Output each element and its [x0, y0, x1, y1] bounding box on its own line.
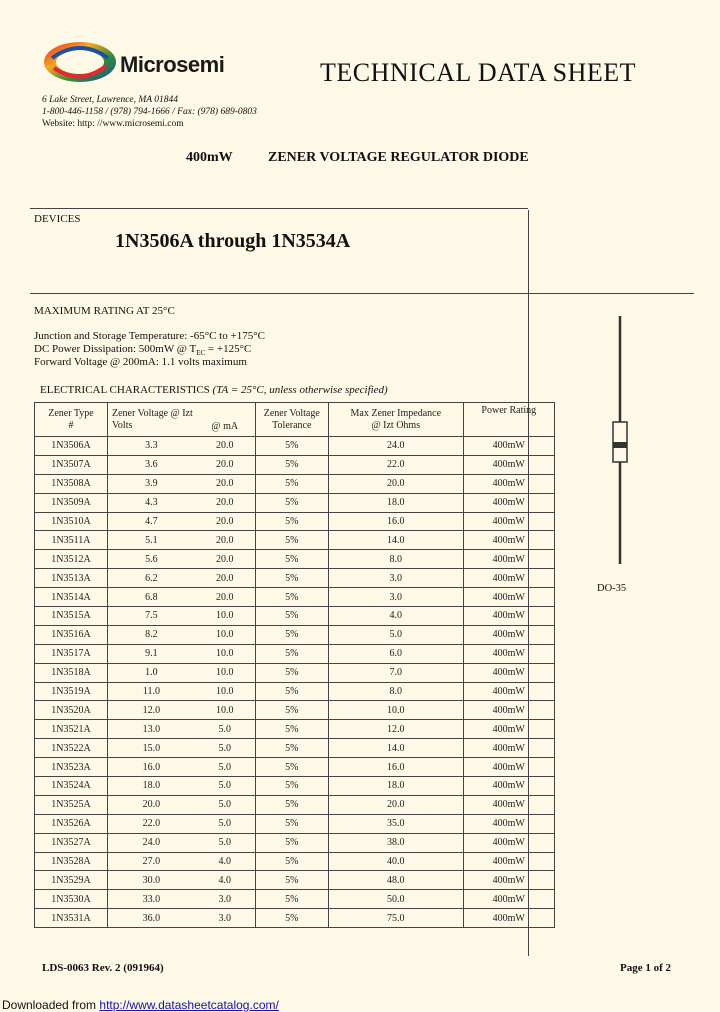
cell-volts: 22.0 [108, 814, 195, 833]
cell-power: 400mW [463, 720, 554, 739]
cell-tolerance: 5% [255, 720, 328, 739]
document-number: LDS-0063 Rev. 2 (091964) [42, 962, 164, 974]
cell-impedance: 7.0 [328, 663, 463, 682]
cell-ma: 5.0 [195, 795, 256, 814]
cell-type: 1N3516A [35, 625, 108, 644]
cell-volts: 9.1 [108, 644, 195, 663]
cell-volts: 5.6 [108, 550, 195, 569]
divider-top [30, 208, 528, 209]
cell-type: 1N3528A [35, 852, 108, 871]
cell-impedance: 8.0 [328, 682, 463, 701]
table-row [35, 701, 555, 720]
cell-tolerance: 5% [255, 588, 328, 607]
cell-type: 1N3525A [35, 795, 108, 814]
header-voltage [108, 403, 195, 437]
cell-power: 400mW [463, 644, 554, 663]
cell-power: 400mW [463, 871, 554, 890]
cell-ma: 10.0 [195, 663, 256, 682]
cell-power: 400mW [463, 437, 554, 456]
cell-ma: 5.0 [195, 777, 256, 796]
cell-tolerance: 5% [255, 569, 328, 588]
cell-impedance: 8.0 [328, 550, 463, 569]
cell-power: 400mW [463, 701, 554, 720]
cell-type: 1N3531A [35, 909, 108, 928]
cell-impedance: 50.0 [328, 890, 463, 909]
cell-volts: 20.0 [108, 795, 195, 814]
cell-type: 1N3521A [35, 720, 108, 739]
cell-ma: 20.0 [195, 493, 256, 512]
table-row [35, 833, 555, 852]
cell-tolerance: 5% [255, 607, 328, 626]
cell-ma: 20.0 [195, 474, 256, 493]
cell-impedance: 18.0 [328, 777, 463, 796]
cell-volts: 36.0 [108, 909, 195, 928]
table-row [35, 531, 555, 550]
electrical-heading [40, 384, 388, 396]
cell-ma: 5.0 [195, 720, 256, 739]
electrical-condition: (TA = 25°C, unless otherwise specified) [212, 384, 388, 396]
cell-volts: 11.0 [108, 682, 195, 701]
cell-type: 1N3527A [35, 833, 108, 852]
cell-impedance: 14.0 [328, 739, 463, 758]
cell-type: 1N3506A [35, 437, 108, 456]
phone: 1-800-446-1158 / (978) 794-1666 / Fax: (978) 689-0803 [42, 107, 257, 117]
dissipation-tail: = +125°C [205, 343, 252, 355]
cell-tolerance: 5% [255, 437, 328, 456]
cell-power: 400mW [463, 909, 554, 928]
cell-type: 1N3510A [35, 512, 108, 531]
cell-type: 1N3517A [35, 644, 108, 663]
cell-type: 1N3518A [35, 663, 108, 682]
cell-impedance: 40.0 [328, 852, 463, 871]
table-row [35, 437, 555, 456]
table-row [35, 455, 555, 474]
cell-tolerance: 5% [255, 493, 328, 512]
cell-impedance: 10.0 [328, 701, 463, 720]
header-type-line1: Zener Type [48, 407, 94, 419]
cell-impedance: 20.0 [328, 474, 463, 493]
header-volts: Volts [112, 419, 133, 431]
cell-volts: 33.0 [108, 890, 195, 909]
cell-impedance: 35.0 [328, 814, 463, 833]
cell-tolerance: 5% [255, 777, 328, 796]
dissipation-main: DC Power Dissipation: 500mW @ T [34, 343, 197, 355]
cell-tolerance: 5% [255, 625, 328, 644]
table-row [35, 493, 555, 512]
cell-type: 1N3529A [35, 871, 108, 890]
rating-heading: MAXIMUM RATING AT 25°C [34, 305, 175, 317]
devices-label: DEVICES [34, 213, 81, 225]
cell-volts: 3.6 [108, 455, 195, 474]
cell-power: 400mW [463, 777, 554, 796]
cell-power: 400mW [463, 531, 554, 550]
divider-mid [30, 293, 694, 294]
cell-tolerance: 5% [255, 644, 328, 663]
cell-volts: 1.0 [108, 663, 195, 682]
cell-ma: 4.0 [195, 871, 256, 890]
electrical-table [34, 402, 555, 928]
document-title: TECHNICAL DATA SHEET [320, 58, 637, 87]
cell-impedance: 22.0 [328, 455, 463, 474]
cell-volts: 3.3 [108, 437, 195, 456]
table-row [35, 588, 555, 607]
cell-tolerance: 5% [255, 758, 328, 777]
cell-tolerance: 5% [255, 795, 328, 814]
cell-volts: 15.0 [108, 739, 195, 758]
dissipation-sub: EC [196, 349, 206, 358]
cell-type: 1N3509A [35, 493, 108, 512]
header-voltage-line1: Zener Voltage @ Izt [112, 407, 193, 419]
cell-power: 400mW [463, 512, 554, 531]
junction-temp: Junction and Storage Temperature: -65°C to +175°C [34, 330, 265, 342]
table-row [35, 512, 555, 531]
table-row [35, 871, 555, 890]
cell-ma: 20.0 [195, 550, 256, 569]
cell-type: 1N3519A [35, 682, 108, 701]
header-tol-line2: Tolerance [272, 419, 312, 431]
cell-power: 400mW [463, 455, 554, 474]
cell-volts: 13.0 [108, 720, 195, 739]
electrical-title: ELECTRICAL CHARACTERISTICS [40, 384, 213, 396]
cell-volts: 6.2 [108, 569, 195, 588]
cell-power: 400mW [463, 682, 554, 701]
cell-volts: 3.9 [108, 474, 195, 493]
cell-type: 1N3526A [35, 814, 108, 833]
cell-tolerance: 5% [255, 550, 328, 569]
table-row [35, 739, 555, 758]
table-row [35, 852, 555, 871]
cell-ma: 20.0 [195, 531, 256, 550]
cell-impedance: 14.0 [328, 531, 463, 550]
cell-power: 400mW [463, 607, 554, 626]
cell-tolerance: 5% [255, 890, 328, 909]
cell-power: 400mW [463, 890, 554, 909]
cell-ma: 10.0 [195, 607, 256, 626]
cell-power: 400mW [463, 739, 554, 758]
cell-type: 1N3507A [35, 455, 108, 474]
cell-type: 1N3512A [35, 550, 108, 569]
table-row [35, 569, 555, 588]
cell-impedance: 18.0 [328, 493, 463, 512]
cell-tolerance: 5% [255, 701, 328, 720]
table-row [35, 909, 555, 928]
header-zener-type [35, 403, 108, 437]
download-prefix: Downloaded from [2, 998, 100, 1012]
header-tol-line1: Zener Voltage [263, 407, 320, 419]
cell-volts: 30.0 [108, 871, 195, 890]
table-row [35, 795, 555, 814]
cell-tolerance: 5% [255, 739, 328, 758]
cell-ma: 20.0 [195, 437, 256, 456]
download-notice [2, 998, 279, 1012]
cell-volts: 5.1 [108, 531, 195, 550]
cell-impedance: 16.0 [328, 512, 463, 531]
cell-type: 1N3515A [35, 607, 108, 626]
table-row [35, 550, 555, 569]
table-row [35, 663, 555, 682]
cell-ma: 20.0 [195, 588, 256, 607]
header-power [463, 403, 554, 437]
cell-volts: 27.0 [108, 852, 195, 871]
cell-volts: 4.7 [108, 512, 195, 531]
cell-volts: 18.0 [108, 777, 195, 796]
cell-power: 400mW [463, 493, 554, 512]
package-label: DO-35 [597, 583, 627, 594]
header-power-text: Power Rating [481, 405, 537, 416]
cell-impedance: 24.0 [328, 437, 463, 456]
table-header-row [35, 403, 555, 437]
cell-volts: 12.0 [108, 701, 195, 720]
cell-power: 400mW [463, 852, 554, 871]
cell-tolerance: 5% [255, 814, 328, 833]
header-ma-text: @ mA [211, 421, 239, 432]
cell-power: 400mW [463, 663, 554, 682]
cell-impedance: 3.0 [328, 588, 463, 607]
cell-tolerance: 5% [255, 852, 328, 871]
cell-impedance: 20.0 [328, 795, 463, 814]
cell-impedance: 16.0 [328, 758, 463, 777]
forward-voltage: Forward Voltage @ 200mA: 1.1 volts maximum [34, 356, 247, 368]
cell-tolerance: 5% [255, 474, 328, 493]
cell-type: 1N3511A [35, 531, 108, 550]
cell-ma: 3.0 [195, 909, 256, 928]
company-name: Microsemi [120, 52, 225, 77]
cell-impedance: 5.0 [328, 625, 463, 644]
cell-volts: 7.5 [108, 607, 195, 626]
cell-volts: 24.0 [108, 833, 195, 852]
cell-power: 400mW [463, 795, 554, 814]
cell-power: 400mW [463, 758, 554, 777]
cell-impedance: 6.0 [328, 644, 463, 663]
cell-tolerance: 5% [255, 909, 328, 928]
cell-ma: 10.0 [195, 644, 256, 663]
table-row [35, 777, 555, 796]
header-type-line2: # [68, 419, 74, 431]
header-imp-line2: @ Izt Ohms [371, 419, 421, 431]
cell-type: 1N3514A [35, 588, 108, 607]
cell-ma: 3.0 [195, 890, 256, 909]
cell-tolerance: 5% [255, 531, 328, 550]
cell-volts: 16.0 [108, 758, 195, 777]
cell-impedance: 4.0 [328, 607, 463, 626]
cell-ma: 4.0 [195, 852, 256, 871]
cell-ma: 10.0 [195, 625, 256, 644]
cell-type: 1N3523A [35, 758, 108, 777]
cell-tolerance: 5% [255, 663, 328, 682]
cell-power: 400mW [463, 474, 554, 493]
cell-power: 400mW [463, 550, 554, 569]
header-impedance [328, 403, 463, 437]
table-row [35, 607, 555, 626]
cell-impedance: 48.0 [328, 871, 463, 890]
table-row [35, 758, 555, 777]
header-tolerance [255, 403, 328, 437]
cell-power: 400mW [463, 833, 554, 852]
power-label: 400mW [186, 150, 233, 165]
cell-power: 400mW [463, 569, 554, 588]
page-number: Page 1 of 2 [620, 962, 672, 974]
cell-power: 400mW [463, 814, 554, 833]
header-imp-line1: Max Zener Impedance [350, 407, 442, 419]
cell-type: 1N3508A [35, 474, 108, 493]
cell-tolerance: 5% [255, 871, 328, 890]
cell-type: 1N3524A [35, 777, 108, 796]
cell-ma: 10.0 [195, 682, 256, 701]
table-row [35, 720, 555, 739]
table-row [35, 890, 555, 909]
table-row [35, 474, 555, 493]
cell-tolerance: 5% [255, 833, 328, 852]
website: Website: http: //www.microsemi.com [42, 119, 184, 129]
cell-ma: 5.0 [195, 739, 256, 758]
cell-ma: 5.0 [195, 833, 256, 852]
table-row [35, 625, 555, 644]
table-row [35, 814, 555, 833]
cell-power: 400mW [463, 625, 554, 644]
cell-impedance: 12.0 [328, 720, 463, 739]
cell-volts: 8.2 [108, 625, 195, 644]
cell-ma: 5.0 [195, 758, 256, 777]
cell-tolerance: 5% [255, 512, 328, 531]
table-row [35, 644, 555, 663]
cell-impedance: 38.0 [328, 833, 463, 852]
cell-impedance: 75.0 [328, 909, 463, 928]
cell-ma: 20.0 [195, 455, 256, 474]
cell-volts: 4.3 [108, 493, 195, 512]
cell-type: 1N3530A [35, 890, 108, 909]
cell-type: 1N3520A [35, 701, 108, 720]
cell-ma: 5.0 [195, 814, 256, 833]
cell-type: 1N3522A [35, 739, 108, 758]
address: 6 Lake Street, Lawrence, MA 01844 [42, 95, 179, 105]
cell-type: 1N3513A [35, 569, 108, 588]
do35-diode-icon [600, 310, 640, 570]
header-ma [195, 403, 256, 437]
cell-tolerance: 5% [255, 455, 328, 474]
cell-tolerance: 5% [255, 682, 328, 701]
download-link[interactable]: http://www.datasheetcatalog.com/ [99, 998, 279, 1012]
cell-ma: 10.0 [195, 701, 256, 720]
product-name: ZENER VOLTAGE REGULATOR DIODE [268, 150, 529, 165]
devices-range: 1N3506A through 1N3534A [115, 230, 351, 252]
cell-impedance: 3.0 [328, 569, 463, 588]
cell-ma: 20.0 [195, 512, 256, 531]
cell-ma: 20.0 [195, 569, 256, 588]
cell-power: 400mW [463, 588, 554, 607]
table-row [35, 682, 555, 701]
cell-volts: 6.8 [108, 588, 195, 607]
